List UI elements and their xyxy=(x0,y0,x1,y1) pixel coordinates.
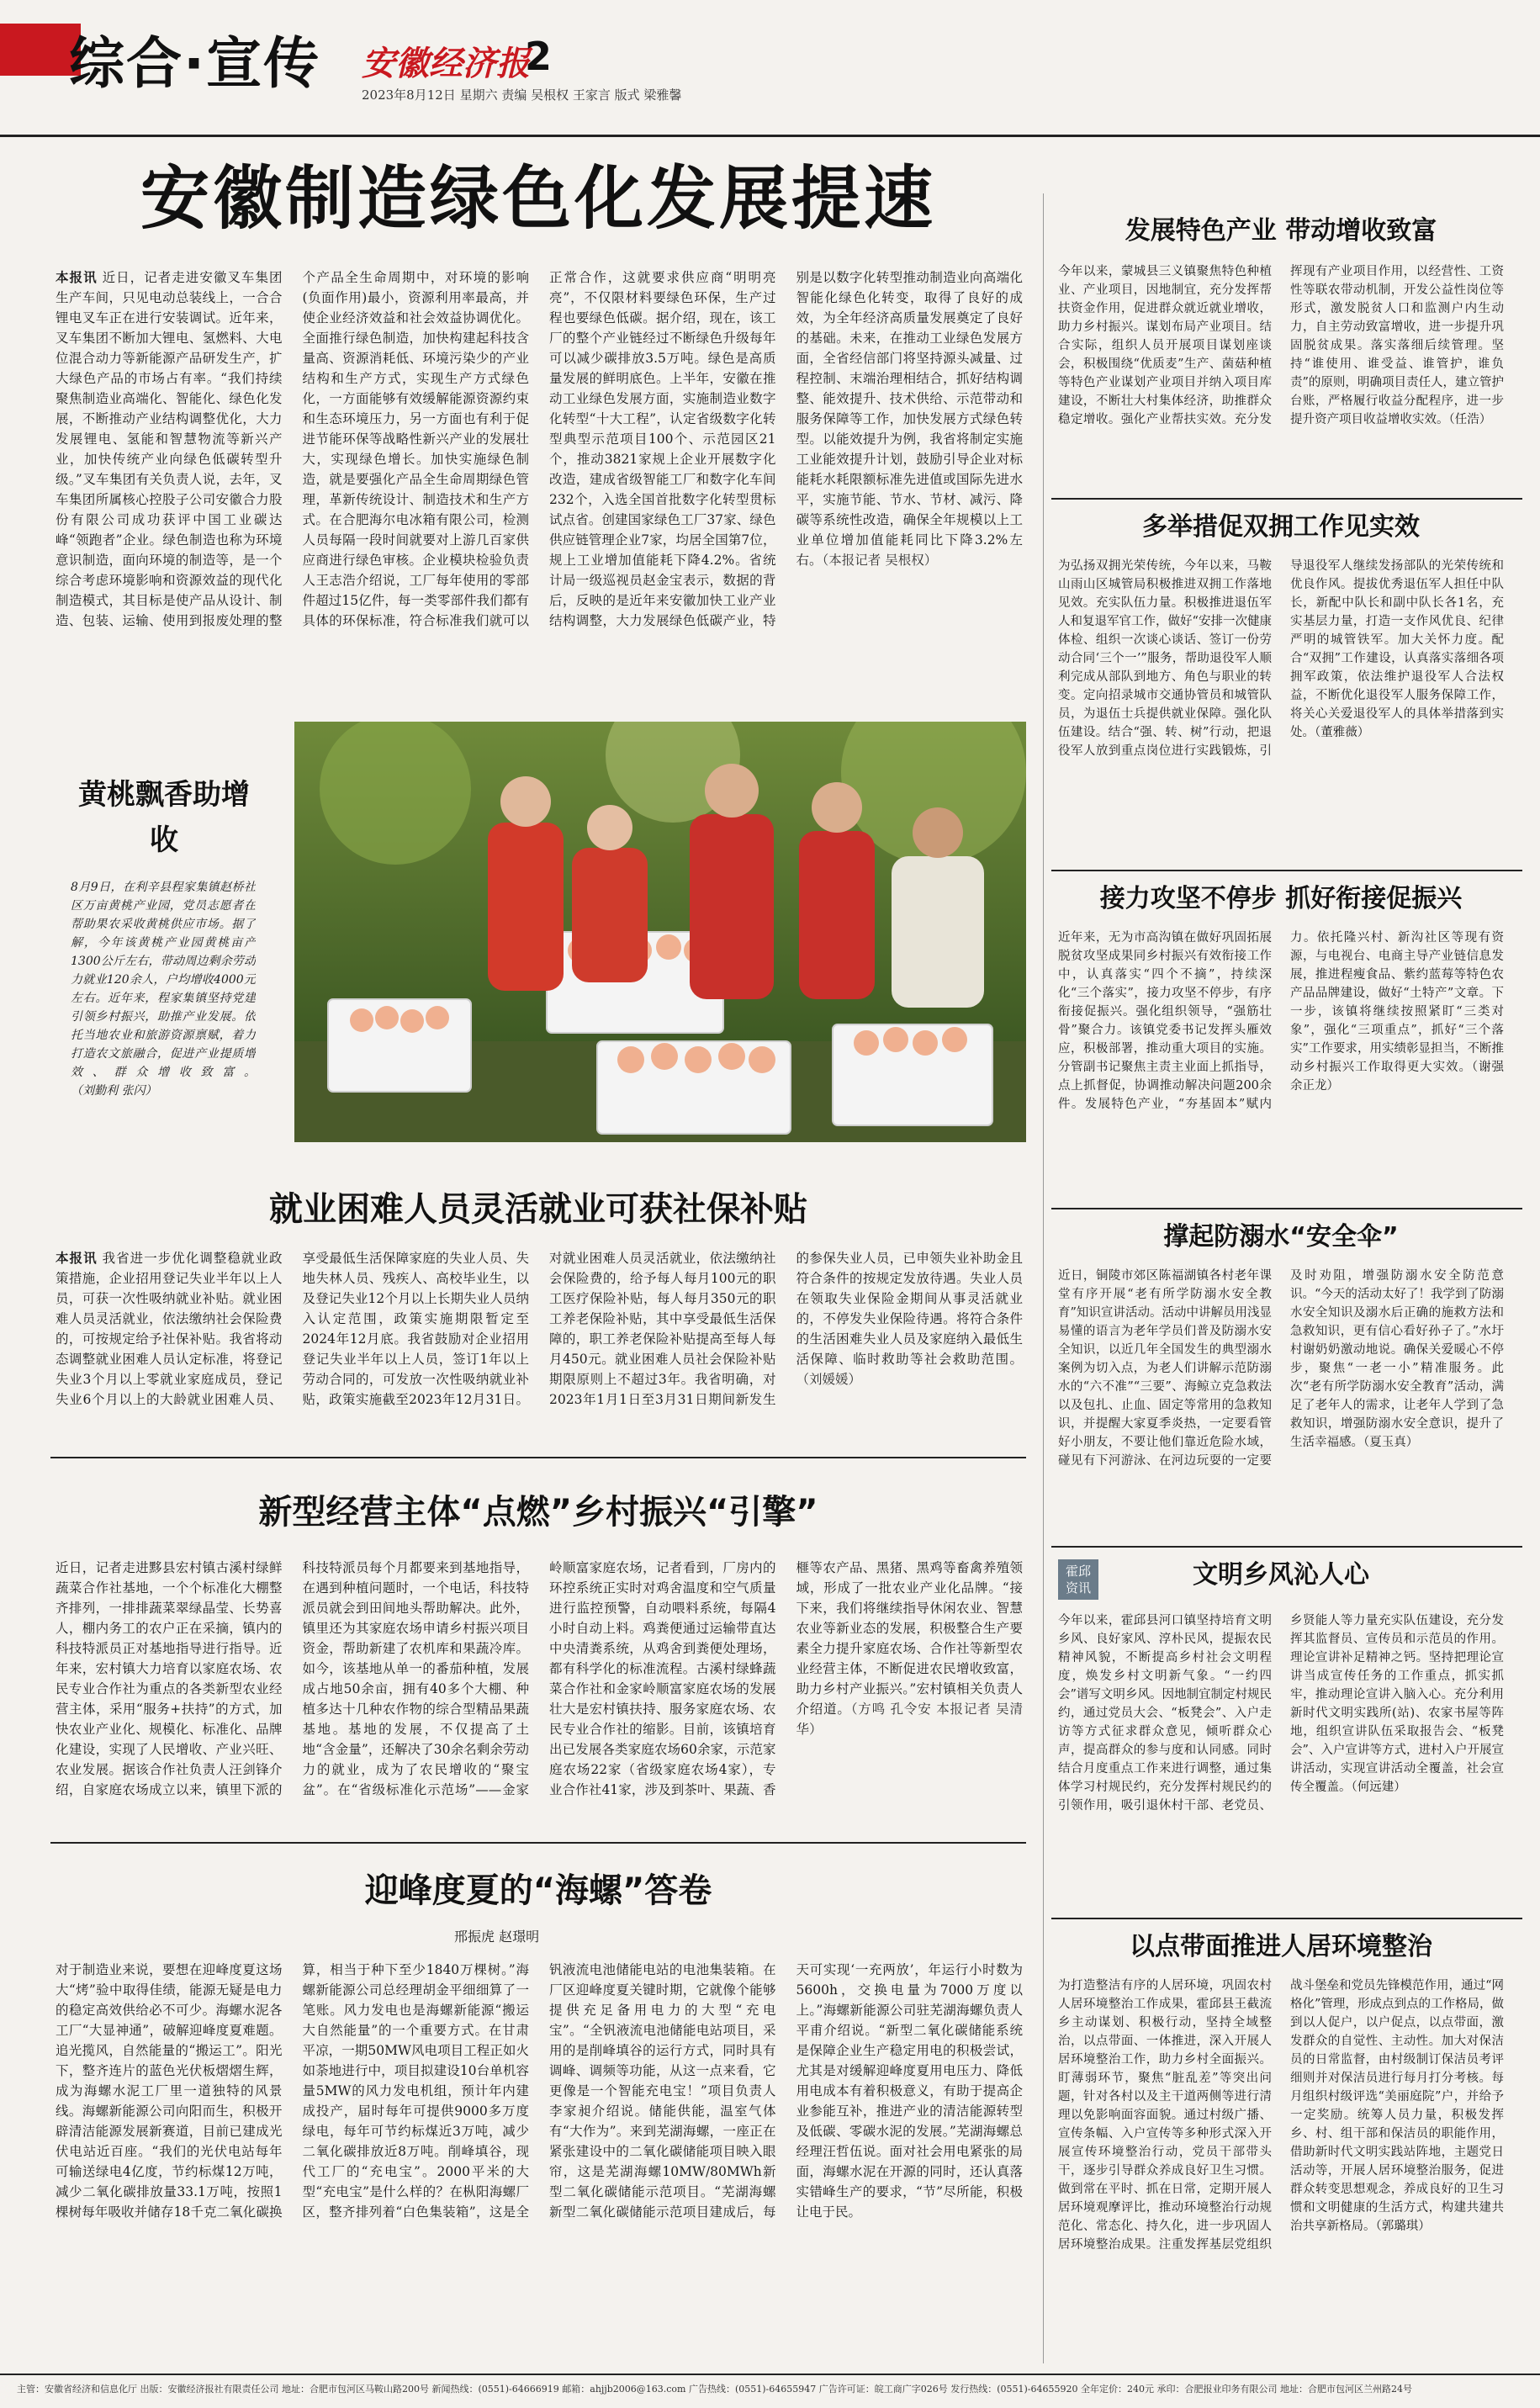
brief-4-body xyxy=(1058,1267,1504,1536)
brief-4-text: 近日，铜陵市郊区陈福湖镇各村老年课堂有序开展“老有所学防溺水安全教育”知识宣讲活动。活动中讲解员用浅显易懂的语言为老年学员们普及防溺水安全知识，以近几年全国发生的典型溺水案例为切入点，为老人们讲解示范防溺水的“六不准”“三要”、海鲸立克急救法以及包扎、止血、固定等常用的急救知识，并提醒大家夏季炎热，一定要看管好小朋友，不要让他们靠近危险水域，碰见有下河游泳、在河边玩耍的一定要及时劝阻，增强防溺水安全防范意识。“今天的活动太好了！我学到了防溺水安全知识及溺水后正确的施救方法和急救知识，更有信心看好孙子了。”水圩村谢奶奶激动地说。确保关爱暖心不停步，聚焦“一老一小”精准服务。此次“老有所学防溺水安全教育”活动，满足了老年人的需求，让老年人学到了急救知识，增强防溺水安全意识，提升了生活幸福感。 xyxy=(1058,1269,1504,1468)
lead-story-headline: 安徽制造绿色化发展提速 xyxy=(140,159,936,239)
brief-3-body xyxy=(1058,929,1504,1198)
jobs-story-headline: 就业困难人员灵活就业可获社保补贴 xyxy=(269,1190,807,1229)
divider xyxy=(1051,1208,1522,1209)
energy-story-body xyxy=(56,1960,1023,2363)
jobs-story-byline: （刘媛媛） xyxy=(796,1372,862,1387)
brief-5-title: 文明乡风沁人心 xyxy=(1193,1560,1369,1590)
header-rule xyxy=(0,135,1540,137)
jobs-story-dateline: 本报讯 xyxy=(56,1251,98,1266)
divider xyxy=(50,1842,1026,1844)
agri-story-text: 近日，记者走进黟县宏村镇古溪村绿鲜蔬菜合作社基地，一个个标准化大棚整齐排列，一排排蔬菜翠绿晶莹、长势喜人，棚内务工的农户正在采摘，镇内的科技特派员正对基地指导进行指导。近年来，宏村镇大力培育以家庭农场、农民专业合作社为重点的各类新型农业经营主体，采用“服务+扶持”的方式，加快农业产业化、规模化、标准化、品牌化建设，实现了人民增收、产业兴旺、农业发展。据该合作社负责人汪剑锋介绍，自家庭农场成立以来，镇里下派的科技特派员每个月都要来到基地指导，在遇到种植问题时，一个电话，科技特派员就会到田间地头帮助解决。此外，镇里还为其家庭农场申请乡村振兴项目资金，帮助新建了农机库和果蔬冷库。如今，该基地从单一的番茄种植，发展成占地50余亩，拥有40多个大棚、种植多达十几种农作物的综合型精品果蔬基地。基地的发展，不仅提高了土地“含金量”，还解决了30余名剩余劳动力的就业，成为了农民增收的“聚宝盆”。在“省级标准化示范场”——金家岭顺富家庭农场，记者看到，厂房内的环控系统正实时对鸡舍温度和空气质量进行监控预警，自动喂料系统，每隔4小时自动上料。鸡粪便通过运输带直达中央清粪系统，从鸡舍到粪便处理场，都有科学化的标准流程。古溪村绿蜂蔬菜合作社和金家岭顺富家庭农场的发展壮大是宏村镇扶持、服务家庭农场、农民专业合作社的缩影。目前，该镇培育出已发展各类家庭农场60余家，示范家庭农场22家（省级家庭农场4家），专业合作社41家，涉及到茶叶、果蔬、香榧等农产品、黑猪、黑鸡等畜禽养殖领域，形成了一批农业产业化品牌。“接下来，我们将继续指导休闲农业、智慧农业等新业态的发展，积极整合生产要素全力提升家庭农场、合作社等新型农业经营主体，不断促进农民增收致富，助力乡村产业振兴。”宏村镇相关负责人介绍道。 xyxy=(56,1560,1023,1797)
brief-2-byline: （董雅薇） xyxy=(1315,726,1370,739)
brief-1-text: 今年以来，蒙城县三义镇聚焦特色种植业、产业项目，因地制宜，充分发挥帮扶资金作用，促进群众就近就业增收，助力乡村振兴。谋划布局产业项目。结合实际，组织人员开展项目谋划座谈会，积极围绕“优质麦”生产、菌菇种植等特色产业谋划产业项目并纳入项目库建设，不断壮大村集体经济，助推群众稳定增收。强化产业帮扶实效。充分发挥现有产业项目作用，以经营性、工资性等联农带动机制，开发公益性岗位等形式，激发脱贫人口和监测户内生动力，自主劳动致富增收，进一步提升巩固脱贫成果。落实落细后续管理。坚持“谁使用、谁受益、谁管护，谁负责”的原则，明确项目责任人，建立管护台账，严格履行收益分配程序，进一步提升资产项目收益增收实效。 xyxy=(1058,265,1504,426)
photo-story xyxy=(50,722,1026,1142)
agri-story-body xyxy=(56,1558,1023,1835)
divider xyxy=(1051,870,1522,871)
peach-harvest-photo xyxy=(294,722,1026,1142)
divider xyxy=(50,1457,1026,1458)
brief-5 xyxy=(1058,1556,1504,1909)
jobs-story-body xyxy=(56,1248,1023,1448)
brief-3-title: 接力攻坚不停步 抓好衔接促振兴 xyxy=(1099,884,1463,913)
energy-story-headline: 迎峰度夏的“海螺”答卷 xyxy=(364,1871,712,1910)
brief-6-title: 以点带面推进人居环境整治 xyxy=(1130,1932,1432,1961)
brief-4-title: 撑起防溺水“安全伞” xyxy=(1163,1222,1399,1252)
brief-5-body xyxy=(1058,1612,1504,1908)
divider xyxy=(1051,1546,1522,1548)
issue-meta: 2023年8月12日 星期六 责编 吴根权 王家言 版式 梁雅馨 xyxy=(362,87,682,103)
page-number: 2 xyxy=(525,34,553,79)
lead-story-text: 近日，记者走进安徽叉车集团生产车间，只见电动总装线上，一合合锂电叉车正在进行安装调试。近年来，叉车集团不断加大锂电、氢燃料、大电位混合动力等新能源产品研发生产，扩大绿色产品的市场占有率。“我们持续聚焦制造业高端化、智能化、绿色化发展，不断推动产业结构调整优化，大力发展锂电、氢能和智慧物流等新兴产业，加快传统产业向绿色低碳转型升级。”叉车集团有关负责人说，去年，叉车集团所属核心控股子公司安徽合力股份有限公司成功获评中国工业碳达峰“领跑者”企业。绿色制造也称为环境意识制造，面向环境的制造等，是一个综合考虑环境影响和资源效益的现代化制造模式，其目标是使产品从设计、制造、包装、运输、使用到报废处理的整个产品全生命周期中，对环境的影响(负面作用)最小，资源利用率最高，并使企业经济效益和社会效益协调优化。全面推行绿色制造，加快构建起科技含量高、资源消耗低、环境污染少的产业结构和生产方式，实现生产方式绿色化，一方面能够有效缓解能源资源约束和生态环境压力，另一方面也有利于促进节能环保等战略性新兴产业的发展壮大，实现绿色增长。加快实施绿色制造，就是要强化产品全生命周期绿色管理，革新传统设计、制造技术和生产方式。在合肥海尔电冰箱有限公司，检测人员每隔一段时间就要对上游几百家供应商进行绿色审核。企业模块检验负责人王志浩介绍说，工厂每年使用的零部件超过15亿件，每一类零部件我们都有具体的环保标准，符合标准我们就可以正常合作，这就要求供应商“明明亮亮”，不仅限材料要绿色环保，生产过程也要绿色低碳。据介绍，现在，该工厂的整个产业链经过不断绿色升级每年可以减少碳排放3.5万吨。绿色是高质量发展的鲜明底色。上半年，安徽在推动工业绿色发展方面，实施制造业数字化转型“十大工程”，认定省级数字化转型典型示范项目100个、示范园区21个，推动3821家规上企业开展数字化改造，建成省级智能工厂和数字化车间232个，入选全国首批数字化转型贯标试点省。创建国家绿色工厂37家、绿色供应链管理企业7家，均居全国第7位，规上工业增加值能耗下降4.2%。省统计局一级巡视员赵金宝表示，数据的背后，反映的是近年来安徽加快工业产业结构调整，大力发展绿色低碳产业，特别是以数字化转型推动制造业向高端化智能化绿色化转变，取得了良好的成效，为全年经济高质量发展奠定了良好的基础。未来，在推动工业绿色发展方面，全省经信部门将坚持源头减量、过程控制、末端治理相结合，抓好结构调整、能效提升、技术供给、示范带动和服务保障等工作，加快发展方式绿色转型。以能效提升为例，我省将制定实施工业能效提升计划，鼓励引导企业对标能耗水耗限额标准先进值或国际先进水平，实施节能、节水、节材、减污、降碳等系统性改造，确保全年规模以上工业单位增加值能耗同比下降3.2%左右。 xyxy=(56,270,1023,628)
brief-5-byline: （何远建） xyxy=(1351,1781,1406,1794)
column-divider xyxy=(1043,193,1044,2363)
lead-story-body xyxy=(56,267,1023,695)
brief-4-byline: （夏玉真） xyxy=(1363,1436,1419,1449)
divider xyxy=(1051,1918,1522,1919)
brief-3 xyxy=(1058,880,1504,1199)
brief-5-text: 今年以来，霍邱县河口镇坚持培育文明乡风、良好家风、淳朴民风，提振农民精神风貌，不断提高乡村社会文明程度，焕发乡村文明新气象。“一约四会”谱写文明乡风。因地制宜制定村规民约，通过党员大会、“板凳会”、入户走访等方式征求群众意见，倾听群众心声，提高群众的参与度和认同感。同时结合月度重点工作来进行调整，通过集体学习村规民约，充分发挥村规民约的引领作用，吸引退休村干部、老党员、乡贤能人等力量充实队伍建设，充分发挥其监督员、宣传员和示范员的作用。理论宣讲补足精神之钙。坚持把理论宣讲当成宣传任务的工作重点，抓实抓牢，推动理论宣讲入脑入心。充分利用新时代文明实践所(站)、农家书屋等阵地，组织宣讲队伍采取报告会、“板凳会”、入户宣讲等方式，进村入户开展宣讲活动，实现宣讲活动全覆盖，社会宣传全覆盖。 xyxy=(1058,1614,1504,1813)
paper-name-logo: 安徽经济报 xyxy=(362,44,530,83)
divider xyxy=(1051,498,1522,500)
masthead xyxy=(0,0,1540,143)
photo-caption-credit: （刘勤利 张闪） xyxy=(71,1084,157,1098)
brief-1-body xyxy=(1058,262,1504,490)
agri-story-headline: 新型经营主体“点燃”乡村振兴“引擎” xyxy=(258,1493,818,1532)
brief-5-tag: 霍邱资讯 xyxy=(1058,1559,1098,1600)
brief-6-body xyxy=(1058,1977,1504,2355)
lead-story-dateline: 本报讯 xyxy=(56,270,98,285)
brief-6-text: 为打造整洁有序的人居环境，巩固农村人居环境整治工作成果，霍邱县王截流乡主动谋划、积极行动，坚持全域整治，以点带面、一体推进，深入开展人居环境整治工作，助力乡村全面振兴。盯薄弱环节，聚焦“脏乱差”等突出问题，针对各村以及主干道两侧等进行清理以免影响面容面貌。通过村级广播、宣传条幅、入户宣传等多种形式深入开展宣传环境整治行动，党员干部带头干，逐步引导群众养成良好卫生习惯。做到常在平时、抓在日常，定期开展人居环境观摩评比，推动环境整治行动规范化、常态化、持久化，进一步巩固人居环境整治成果。注重发挥基层党组织战斗堡垒和党员先锋模范作用，通过“网格化”管理，形成点到点的工作格局，做到以人促户，以户促点，以点带面，激发群众的自觉性、主动性。加大对保洁员的日常监督，由村级制订保洁员考评细则并对保洁员进行每月打分考核。每月组织村级评选“美丽庭院”户，并给予一定奖励。统筹人员力量，积极发挥乡、村、组干部和保洁员的职能作用，借助新时代文明实践站阵地，主题党日活动等，开展人居环境整治服务，促进群众转变思想观念，养成良好的卫生习惯和文明健康的生活方式，构建共建共治共享新格局。 xyxy=(1058,1979,1504,2252)
lead-story-byline: （本报记者 吴根权） xyxy=(822,553,938,568)
brief-1-title: 发展特色产业 带动增收致富 xyxy=(1125,216,1437,246)
energy-story-authors: 邢振虎 赵璟明 xyxy=(454,1929,540,1945)
agri-story-byline: （方鸣 孔令安 本报记者 吴清华） xyxy=(796,1701,1023,1737)
photo-caption-text: 8月9日，在利辛县程家集镇赵桥社区万亩黄桃产业园，党员志愿者在帮助果农采收黄桃供应市场。据了解，今年该黄桃产业园黄桃亩产1300公斤左右，带动周边剩余劳动力就业120余人，户均增收4000元左右。近年来，程家集镇坚持党建引领乡村振兴，助推产业发展。依托当地农业和旅游资源禀赋，着力打造农文旅融合，促进产业提质增效、群众增收致富。 xyxy=(71,881,256,1079)
brief-6 xyxy=(1058,1928,1504,2357)
peach-harvest-illustration xyxy=(294,722,1026,1142)
brief-3-byline: （谢强 余正龙） xyxy=(1290,1061,1504,1093)
energy-story-text: 对于制造业来说，要想在迎峰度夏这场大“烤”验中取得佳绩，能源无疑是电力的稳定高效供给必不可少。海螺水泥各工厂“大显神通”，破解迎峰度夏难题。追光揽风，自然能量的“搬运工”。阳光下，整齐连片的蓝色光伏板熠熠生辉，成为海螺水泥工厂里一道独特的风景线。海螺新能源公司向阳而生，积极开辟清洁能源发展新赛道，目前已建成光伏电站近百座。“我们的光伏电站每年可输送绿电4亿度，节约标煤12万吨，减少二氧化碳排放量33.1万吨，按照1棵树每年吸收并储存18千克二氧化碳换算，相当于种下至少1840万棵树。”海螺新能源公司总经理胡金平细细算了一笔账。风力发电也是海螺新能源“搬运大自然能量”的一个重要方式。在甘肃平凉，一期50MW风电项目工程正如火如荼地进行中，项目拟建设10台单机容量5MW的风力发电机组，预计年内建成投产，届时每年可提供9000多万度绿电，每年可节约标煤近3万吨，减少二氧化碳排放近8万吨。削峰填谷，现代工厂的“充电宝”。2000平米的大型“充电宝”是什么样的？在枞阳海螺厂区，整齐排列着“白色集装箱”，这是全钒液流电池储能电站的电池集装箱。在厂区迎峰度夏关键时期，它就像个能够提供充足备用电力的大型“充电宝”。“全钒液流电池储能电站项目，采用的是削峰填谷的运行方式，同时具有调峰、调频等功能，从这一点来看，它更像是一个智能充电宝！”项目负责人李家昶介绍说。储能供能，温室气体有“大作为”。来到芜湖海螺，一座正在紧张建设中的二氧化碳储能项目映入眼帘，这是芜湖海螺10MW/80MWh新型二氧化碳储能示范项目。“芜湖海螺新型二氧化碳储能示范项目建成后，每天可实现‘一充两放’，年运行小时数为5600h，交换电量为7000万度以上。”海螺新能源公司驻芜湖海螺负责人平甫介绍说。“新型二氧化碳储能系统是保障企业生产稳定用电的积极尝试，尤其是对缓解迎峰度夏用电压力、降低用电成本有着积极意义，有助于提高企业参能互补，推进产业的清洁能源转型及低碳、零碳水泥的发展。”芜湖海螺总经理汪哲伍说。面对社会用电紧张的局面，海螺水泥在开源的同时，还认真落实错峰生产的要求，“节”尽所能，积极让电于民。 xyxy=(56,1962,1023,2220)
jobs-story-text: 我省进一步优化调整稳就业政策措施，企业招用登记失业半年以上人员，可获一次性吸纳就业补贴。就业困难人员灵活就业，依法缴纳社会保险费的，可按规定给予社保补贴。我省将动态调整就业困难人员认定标准，将登记失业3个月以上零就业家庭成员，登记失业6个月以上的大龄就业困难人员、享受最低生活保障家庭的失业人员、失地失林人员、残疾人、高校毕业生，以及登记失业12个月以上长期失业人员纳入认定范围，政策实施期限暂定至2024年12月底。我省鼓励对企业招用登记失业半年以上人员，签订1年以上劳动合同的，可发放一次性吸纳就业补贴，政策实施截至2023年12月31日。对就业困难人员灵活就业，依法缴纳社会保险费的，给予每人每月100元的职工医疗保险补贴，每人每月350元的职工养老保险补贴，其中享受最低生活保障的，职工养老保险补贴提高至每人每月450元。就业困难人员社会保险补贴期限原则上不超过3年。我省明确，对2023年1月1日至3月31日期间新发生的参保失业人员，已申领失业补助金且符合条件的按规定发放待遇。失业人员在领取失业保险金期间从事灵活就业的，不停发失业保险待遇。将符合条件的生活困难失业人员及家庭纳入最低生活保障、临时救助等社会救助范围。 xyxy=(56,1251,1023,1407)
brief-2-text: 为弘扬双拥光荣传统，今年以来，马鞍山雨山区城管局积极推进双拥工作落地见效。充实队伍力量。积极推进退伍军人和复退军官工作，做好“安排一次健康体检、组织一次谈心谈话、签订一份劳动合同‘三个一’”服务，帮助退役军人顺利完成从部队到地方、角色与职业的转变。定向招录城市交通协管员和城管队员，为退伍士兵提供就业保障。强化队伍建设。结合“强、转、树”行动，把退役军人放到重点岗位进行实践锻炼，引导退役军人继续发扬部队的光荣传统和优良作风。提拔优秀退伍军人担任中队长，新配中队长和副中队长各1名，充实基层力量，打造一支作风优良、纪律严明的城管铁军。加大关怀力度。配合“双拥”工作建设，认真落实落细各项拥军政策，依法维护退役军人合法权益，不断优化退役军人服务保障工作，将关心关爱退役军人的具体举措落到实处。 xyxy=(1058,559,1504,758)
photo-story-title: 黄桃飘香助增收 xyxy=(78,778,250,857)
photo-story-caption xyxy=(71,878,256,1139)
brief-2-body xyxy=(1058,557,1504,860)
section-title: 综合·宣传 xyxy=(69,31,321,96)
brief-2-title: 多举措促双拥工作见实效 xyxy=(1142,512,1420,542)
brief-4 xyxy=(1058,1218,1504,1537)
brief-1 xyxy=(1058,212,1504,490)
brief-2 xyxy=(1058,508,1504,861)
brief-6-byline: （郭璐琪） xyxy=(1375,2220,1431,2233)
brief-1-byline: （任浩） xyxy=(1448,413,1492,426)
footer-rule xyxy=(0,2374,1540,2375)
footer-imprint: 主管：安徽省经济和信息化厅 出版：安徽经济报社有限责任公司 地址：合肥市包河区马鞍山路200号 新闻热线：(0551)-64666919 邮箱：ahjjb2006@163.com 广告热线：(0551)-64655947 广告许可证：皖工商广字026号 发行热线：(0551)-64655920 全年定价：240元 承印：合肥报业印务有限公司 地址：合肥市包河区兰州路24号 xyxy=(17,2384,1412,2395)
brief-3-text: 近年来，无为市高沟镇在做好巩固拓展脱贫攻坚成果同乡村振兴有效衔接工作中，认真落实“四个不摘”，持续深化“三个落实”，接力攻坚不停步，有序衔接促振兴。强化组织领导，“强筋壮骨”聚合力。该镇党委书记发挥头雁效应，积极部署，推动重大项目的实施。分管副书记聚焦主责主业面上抓指导，点上抓督促，协调推动解决问题200余件。发展特色产业，“夯基固本”赋内力。依托隆兴村、新沟社区等现有资源，与电视台、电商主导产业链信息发展，推进程瘦食品、紫约蓝莓等特色农产品品牌建设，做好“土特产”文章。下一步，该镇将继续按照紧盯“三类对象”，强化“三项重点”，抓好“三个落实”工作要求，用实绩彰显担当，不断推动乡村振兴工作取得更大实效。 xyxy=(1058,931,1504,1111)
